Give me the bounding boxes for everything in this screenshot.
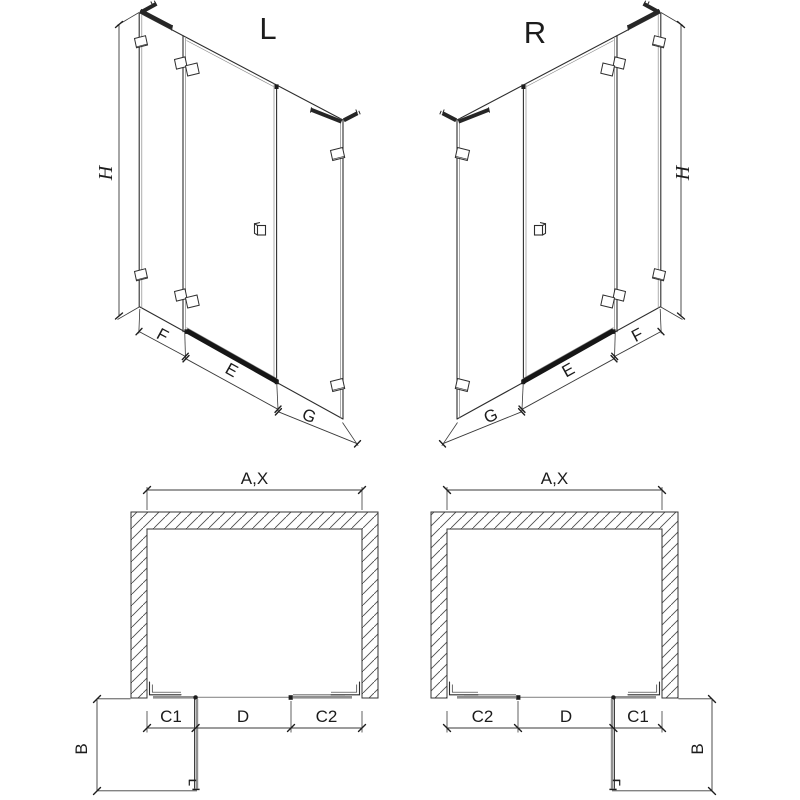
left-plan-c1-label: C1 xyxy=(160,707,182,726)
right-plan-view xyxy=(431,469,716,795)
left-3d-view xyxy=(95,1,361,447)
right-plan-width-label: A,X xyxy=(540,469,569,488)
left-3d-f-label: F xyxy=(153,324,172,346)
left-plan-view xyxy=(72,469,378,795)
left-3d-height-label: H xyxy=(95,165,117,181)
right-3d-g-label: G xyxy=(481,404,501,428)
left-plan-walls xyxy=(131,512,378,698)
right-3d-f-label: F xyxy=(628,324,647,346)
right-plan-c1-label: C1 xyxy=(627,707,649,726)
left-plan-width-label: A,X xyxy=(240,469,269,488)
left-plan-depth-label: B xyxy=(72,743,91,755)
right-3d-height-label: H xyxy=(672,165,694,181)
right-plan-d-label: D xyxy=(559,707,573,726)
left-plan-d-label: D xyxy=(236,707,250,726)
right-variant-label: R xyxy=(523,15,547,50)
right-3d-e-label: E xyxy=(558,359,578,382)
right-plan-c2-label: C2 xyxy=(471,707,494,726)
left-3d-g-label: G xyxy=(299,404,319,428)
left-3d-e-label: E xyxy=(222,359,242,382)
right-plan-depth-label: B xyxy=(688,743,707,755)
left-variant-label: L xyxy=(259,11,277,46)
right-plan-walls xyxy=(431,512,678,698)
right-3d-view xyxy=(440,1,695,447)
left-plan-c2-label: C2 xyxy=(315,707,338,726)
